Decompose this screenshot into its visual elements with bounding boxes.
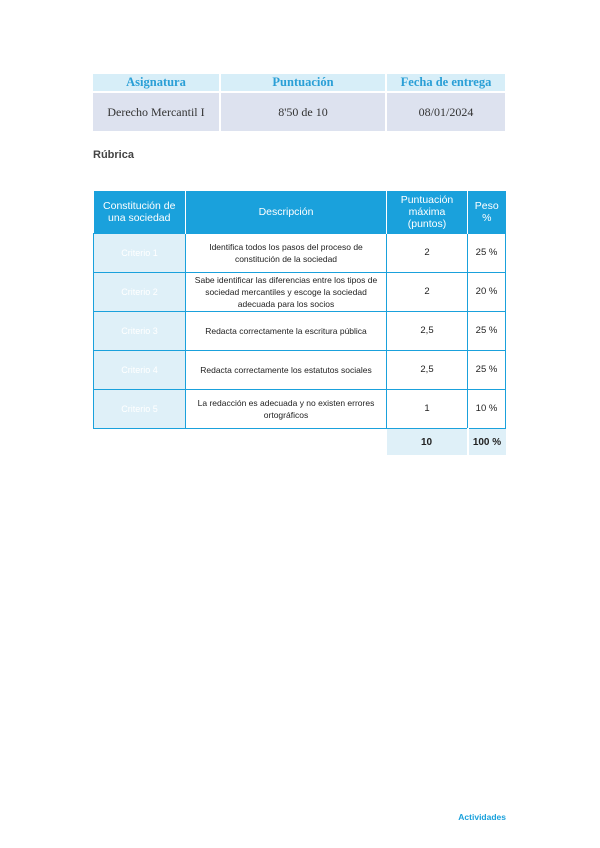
criterion-description: Sabe identificar las diferencias entre los tipos de sociedad mercantiles y escoge la sociedad adecuada para los socios bbox=[186, 273, 387, 312]
rubric-table bbox=[93, 191, 506, 455]
criterion-label: Criterio 4 bbox=[94, 351, 186, 390]
criterion-weight: 25 % bbox=[468, 234, 506, 273]
total-spacer bbox=[186, 429, 387, 456]
table-row bbox=[94, 390, 506, 429]
criterion-weight: 25 % bbox=[468, 351, 506, 390]
subject-header: Asignatura bbox=[93, 74, 220, 92]
criterion-description: Redacta correctamente la escritura pública bbox=[186, 312, 387, 351]
criterion-description: Redacta correctamente los estatutos sociales bbox=[186, 351, 387, 390]
criterion-points: 2,5 bbox=[387, 351, 468, 390]
total-spacer bbox=[94, 429, 186, 456]
criterion-label: Criterio 5 bbox=[94, 390, 186, 429]
rubric-header-row bbox=[94, 191, 506, 234]
footer-label: Actividades bbox=[458, 812, 506, 822]
total-points: 10 bbox=[387, 429, 468, 456]
criterion-points: 2 bbox=[387, 234, 468, 273]
assignment-info-table bbox=[93, 74, 505, 131]
total-weight: 100 % bbox=[468, 429, 506, 456]
due-date-header: Fecha de entrega bbox=[386, 74, 505, 92]
table-row bbox=[94, 351, 506, 390]
weight-column-header: Peso % bbox=[468, 191, 506, 234]
max-points-column-header: Puntuación máxima (puntos) bbox=[387, 191, 468, 234]
criterion-column-header: Constitución de una sociedad bbox=[94, 191, 186, 234]
due-date-value: 08/01/2024 bbox=[386, 92, 505, 131]
subject-value: Derecho Mercantil I bbox=[93, 92, 220, 131]
criterion-weight: 10 % bbox=[468, 390, 506, 429]
criterion-description: Identifica todos los pasos del proceso de constitución de la sociedad bbox=[186, 234, 387, 273]
section-title: Rúbrica bbox=[93, 149, 134, 161]
criterion-label: Criterio 1 bbox=[94, 234, 186, 273]
score-value: 8'50 de 10 bbox=[220, 92, 386, 131]
table-row bbox=[94, 273, 506, 312]
criterion-label: Criterio 2 bbox=[94, 273, 186, 312]
description-column-header: Descripción bbox=[186, 191, 387, 234]
criterion-label: Criterio 3 bbox=[94, 312, 186, 351]
table-row bbox=[94, 234, 506, 273]
criterion-weight: 25 % bbox=[468, 312, 506, 351]
criterion-points: 1 bbox=[387, 390, 468, 429]
criterion-weight: 20 % bbox=[468, 273, 506, 312]
table-row bbox=[94, 312, 506, 351]
criterion-description: La redacción es adecuada y no existen errores ortográficos bbox=[186, 390, 387, 429]
score-header: Puntuación bbox=[220, 74, 386, 92]
total-row bbox=[94, 429, 506, 456]
criterion-points: 2,5 bbox=[387, 312, 468, 351]
criterion-points: 2 bbox=[387, 273, 468, 312]
